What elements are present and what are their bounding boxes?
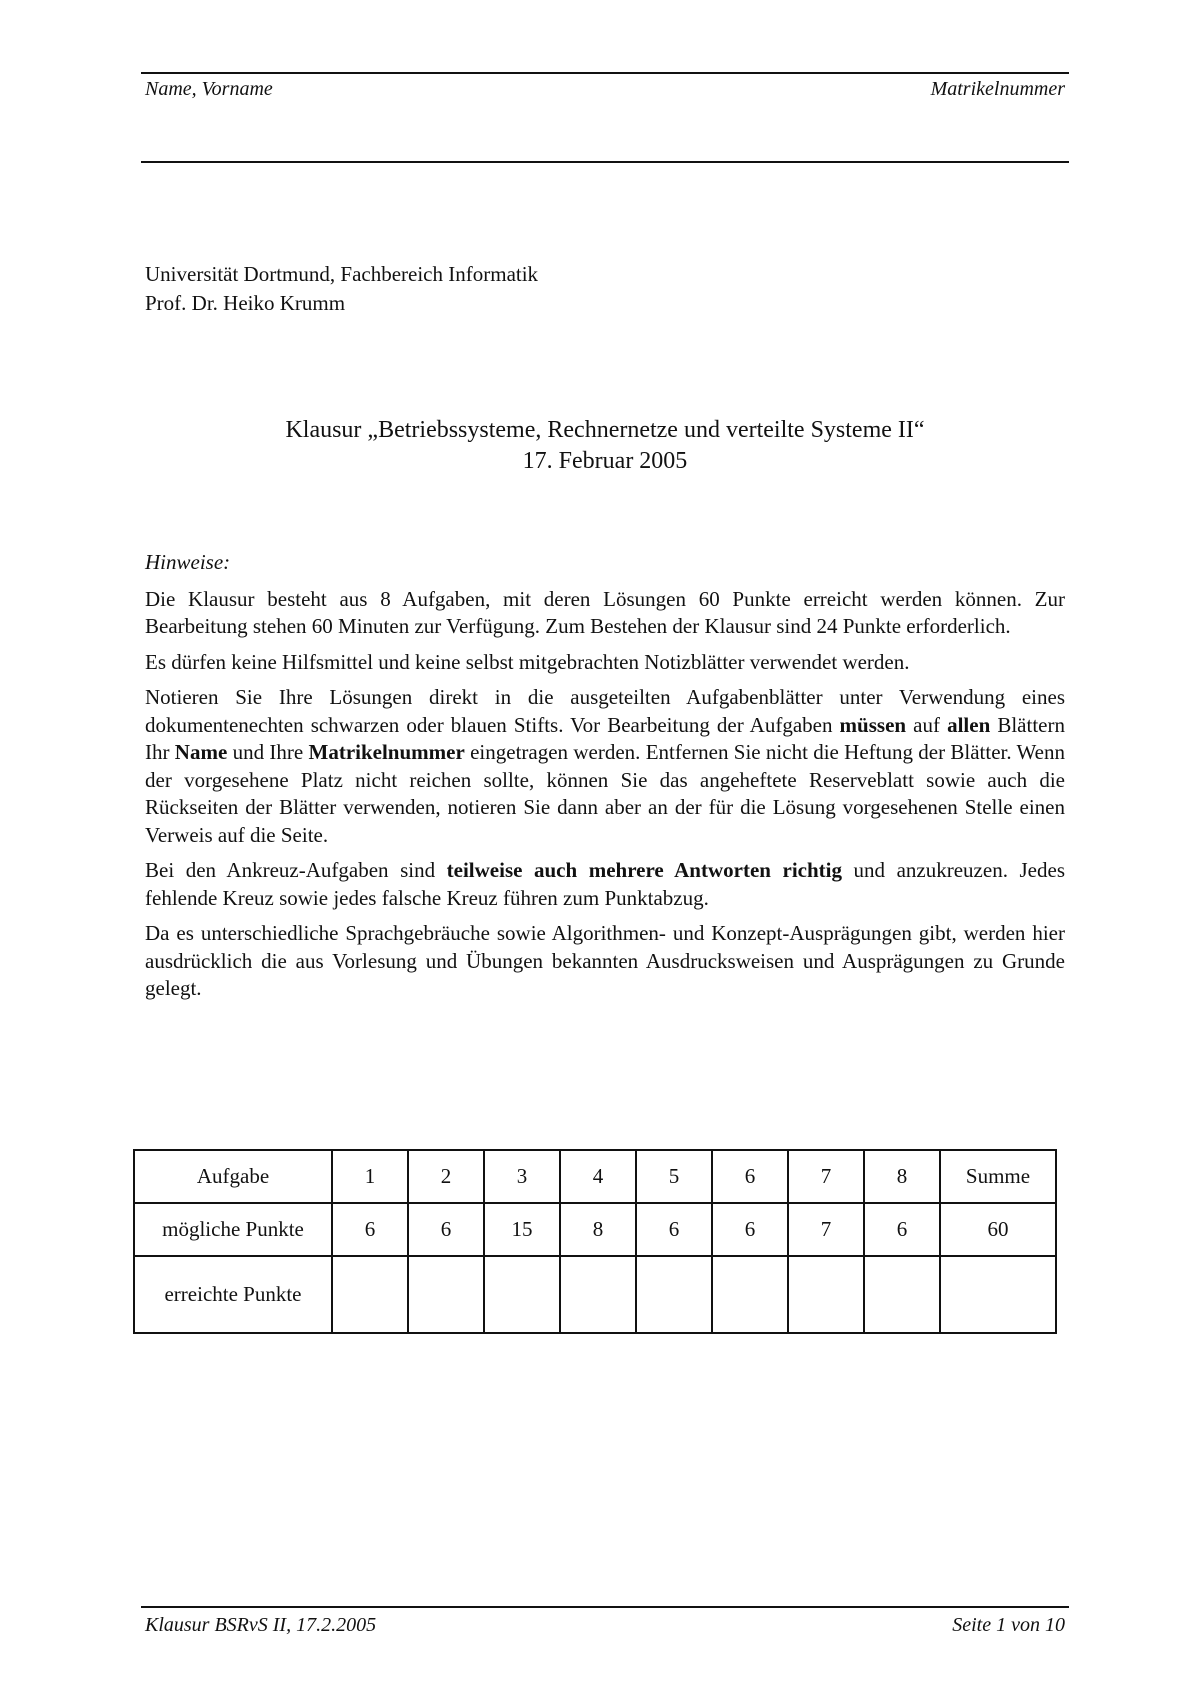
note-paragraph-2: Es dürfen keine Hilfsmittel und keine selbst mitgebrachten Notizblätter verwendet werden. — [145, 649, 910, 674]
score-cell[interactable] — [864, 1256, 940, 1333]
table-cell: 6 — [864, 1203, 940, 1256]
score-cell[interactable] — [332, 1256, 408, 1333]
notes-section — [145, 549, 1065, 1011]
table-row-achieved-points — [134, 1256, 1056, 1333]
table-cell: 15 — [484, 1203, 560, 1256]
note-text: Notieren Sie Ihre Lösungen direkt in die ausgeteilten Aufgabenblätter unter Verwendung eines dokumentenechten schwarzen oder blauen Stifts. Vor Bearbeitung der Aufgaben — [145, 685, 1065, 737]
table-cell: 60 — [940, 1203, 1056, 1256]
institution-block — [145, 260, 538, 318]
score-cell[interactable] — [788, 1256, 864, 1333]
table-cell: mögliche Punkte — [134, 1203, 332, 1256]
table-cell: 1 — [332, 1150, 408, 1203]
table-cell: 2 — [408, 1150, 484, 1203]
page-number: Seite 1 von 10 — [952, 1614, 1065, 1636]
exam-title-line: Klausur „Betriebssysteme, Rechnernetze und verteilte Systeme II“ — [285, 417, 925, 443]
table-cell: 6 — [636, 1203, 712, 1256]
table-cell: 4 — [560, 1150, 636, 1203]
points-table — [133, 1149, 1057, 1334]
score-cell[interactable] — [484, 1256, 560, 1333]
note-text: auf — [906, 712, 948, 737]
signature-rule — [141, 161, 1069, 163]
table-row-possible-points — [134, 1203, 1056, 1256]
note-paragraph-5: Da es unterschiedliche Sprachgebräuche sowie Algorithmen- und Konzept-Ausprägungen gibt, werden hier ausdrücklich die aus Vorlesung und Übungen bekannten Ausdrucksweisen und Ausprägungen zu Grunde gelegt. — [145, 921, 1065, 1000]
note-paragraph-4 — [145, 857, 1065, 912]
note-text: eingetragen werden. Entfernen Sie nicht die Heftung der Blätter. Wenn der vorgesehene Platz nicht reichen sollte, können Sie das angeheftete Reserveblatt sowie auch die Rückseiten der Blätter verwenden, notieren Sie dann aber an der für die Lösung vorgesehenen Stelle einen Verweis auf die Seite. — [145, 740, 1065, 847]
header-top-rule — [141, 72, 1069, 74]
note-paragraph-1: Die Klausur besteht aus 8 Aufgaben, mit deren Lösungen 60 Punkte erreicht werden können. Zur Bearbeitung stehen 60 Minuten zur Verfügung. Zum Bestehen der Klausur sind 24 Punkte erforderlich. — [145, 586, 1065, 638]
table-cell: 7 — [788, 1150, 864, 1203]
professor-line: Prof. Dr. Heiko Krumm — [145, 291, 346, 315]
table-cell: erreichte Punkte — [134, 1256, 332, 1333]
table-cell: 8 — [864, 1150, 940, 1203]
notes-heading: Hinweise: — [145, 550, 231, 574]
score-cell[interactable] — [712, 1256, 788, 1333]
name-label: Name, Vorname — [145, 78, 273, 100]
table-cell: 6 — [712, 1150, 788, 1203]
table-cell: 6 — [408, 1203, 484, 1256]
note-text: Blättern Ihr — [145, 712, 1065, 764]
footer — [145, 1614, 1065, 1637]
table-cell: 5 — [636, 1150, 712, 1203]
table-cell: 6 — [712, 1203, 788, 1256]
exam-date: 17. Februar 2005 — [522, 448, 688, 474]
score-cell[interactable] — [940, 1256, 1056, 1333]
note-paragraph-3 — [145, 684, 1065, 849]
table-cell: 3 — [484, 1150, 560, 1203]
footer-rule — [141, 1606, 1069, 1608]
score-cell[interactable] — [636, 1256, 712, 1333]
table-cell: 8 — [560, 1203, 636, 1256]
matrikel-label: Matrikelnummer — [930, 78, 1065, 100]
note-emphasis: allen — [947, 712, 991, 737]
note-text: Bei den Ankreuz-Aufgaben sind — [145, 858, 447, 882]
note-text: und anzukreuzen. Jedes fehlende Kreuz sowie jedes falsche Kreuz führen zum Punktabzug. — [145, 858, 1065, 910]
exam-title — [141, 415, 1069, 477]
table-row-aufgabe — [134, 1150, 1056, 1203]
note-emphasis: Name — [174, 740, 228, 764]
note-emphasis: müssen — [839, 712, 907, 737]
note-text: und Ihre — [227, 740, 309, 764]
table-cell: Aufgabe — [134, 1150, 332, 1203]
note-emphasis: teilweise auch mehrere Antworten richtig — [446, 858, 842, 882]
table-cell: 7 — [788, 1203, 864, 1256]
score-cell[interactable] — [408, 1256, 484, 1333]
note-emphasis: Matrikelnummer — [308, 740, 465, 764]
table-cell: Summe — [940, 1150, 1056, 1203]
institution-line: Universität Dortmund, Fachbereich Informatik — [145, 262, 539, 286]
score-cell[interactable] — [560, 1256, 636, 1333]
table-cell: 6 — [332, 1203, 408, 1256]
header — [145, 78, 1065, 101]
footer-exam-info: Klausur BSRvS II, 17.2.2005 — [145, 1614, 377, 1636]
